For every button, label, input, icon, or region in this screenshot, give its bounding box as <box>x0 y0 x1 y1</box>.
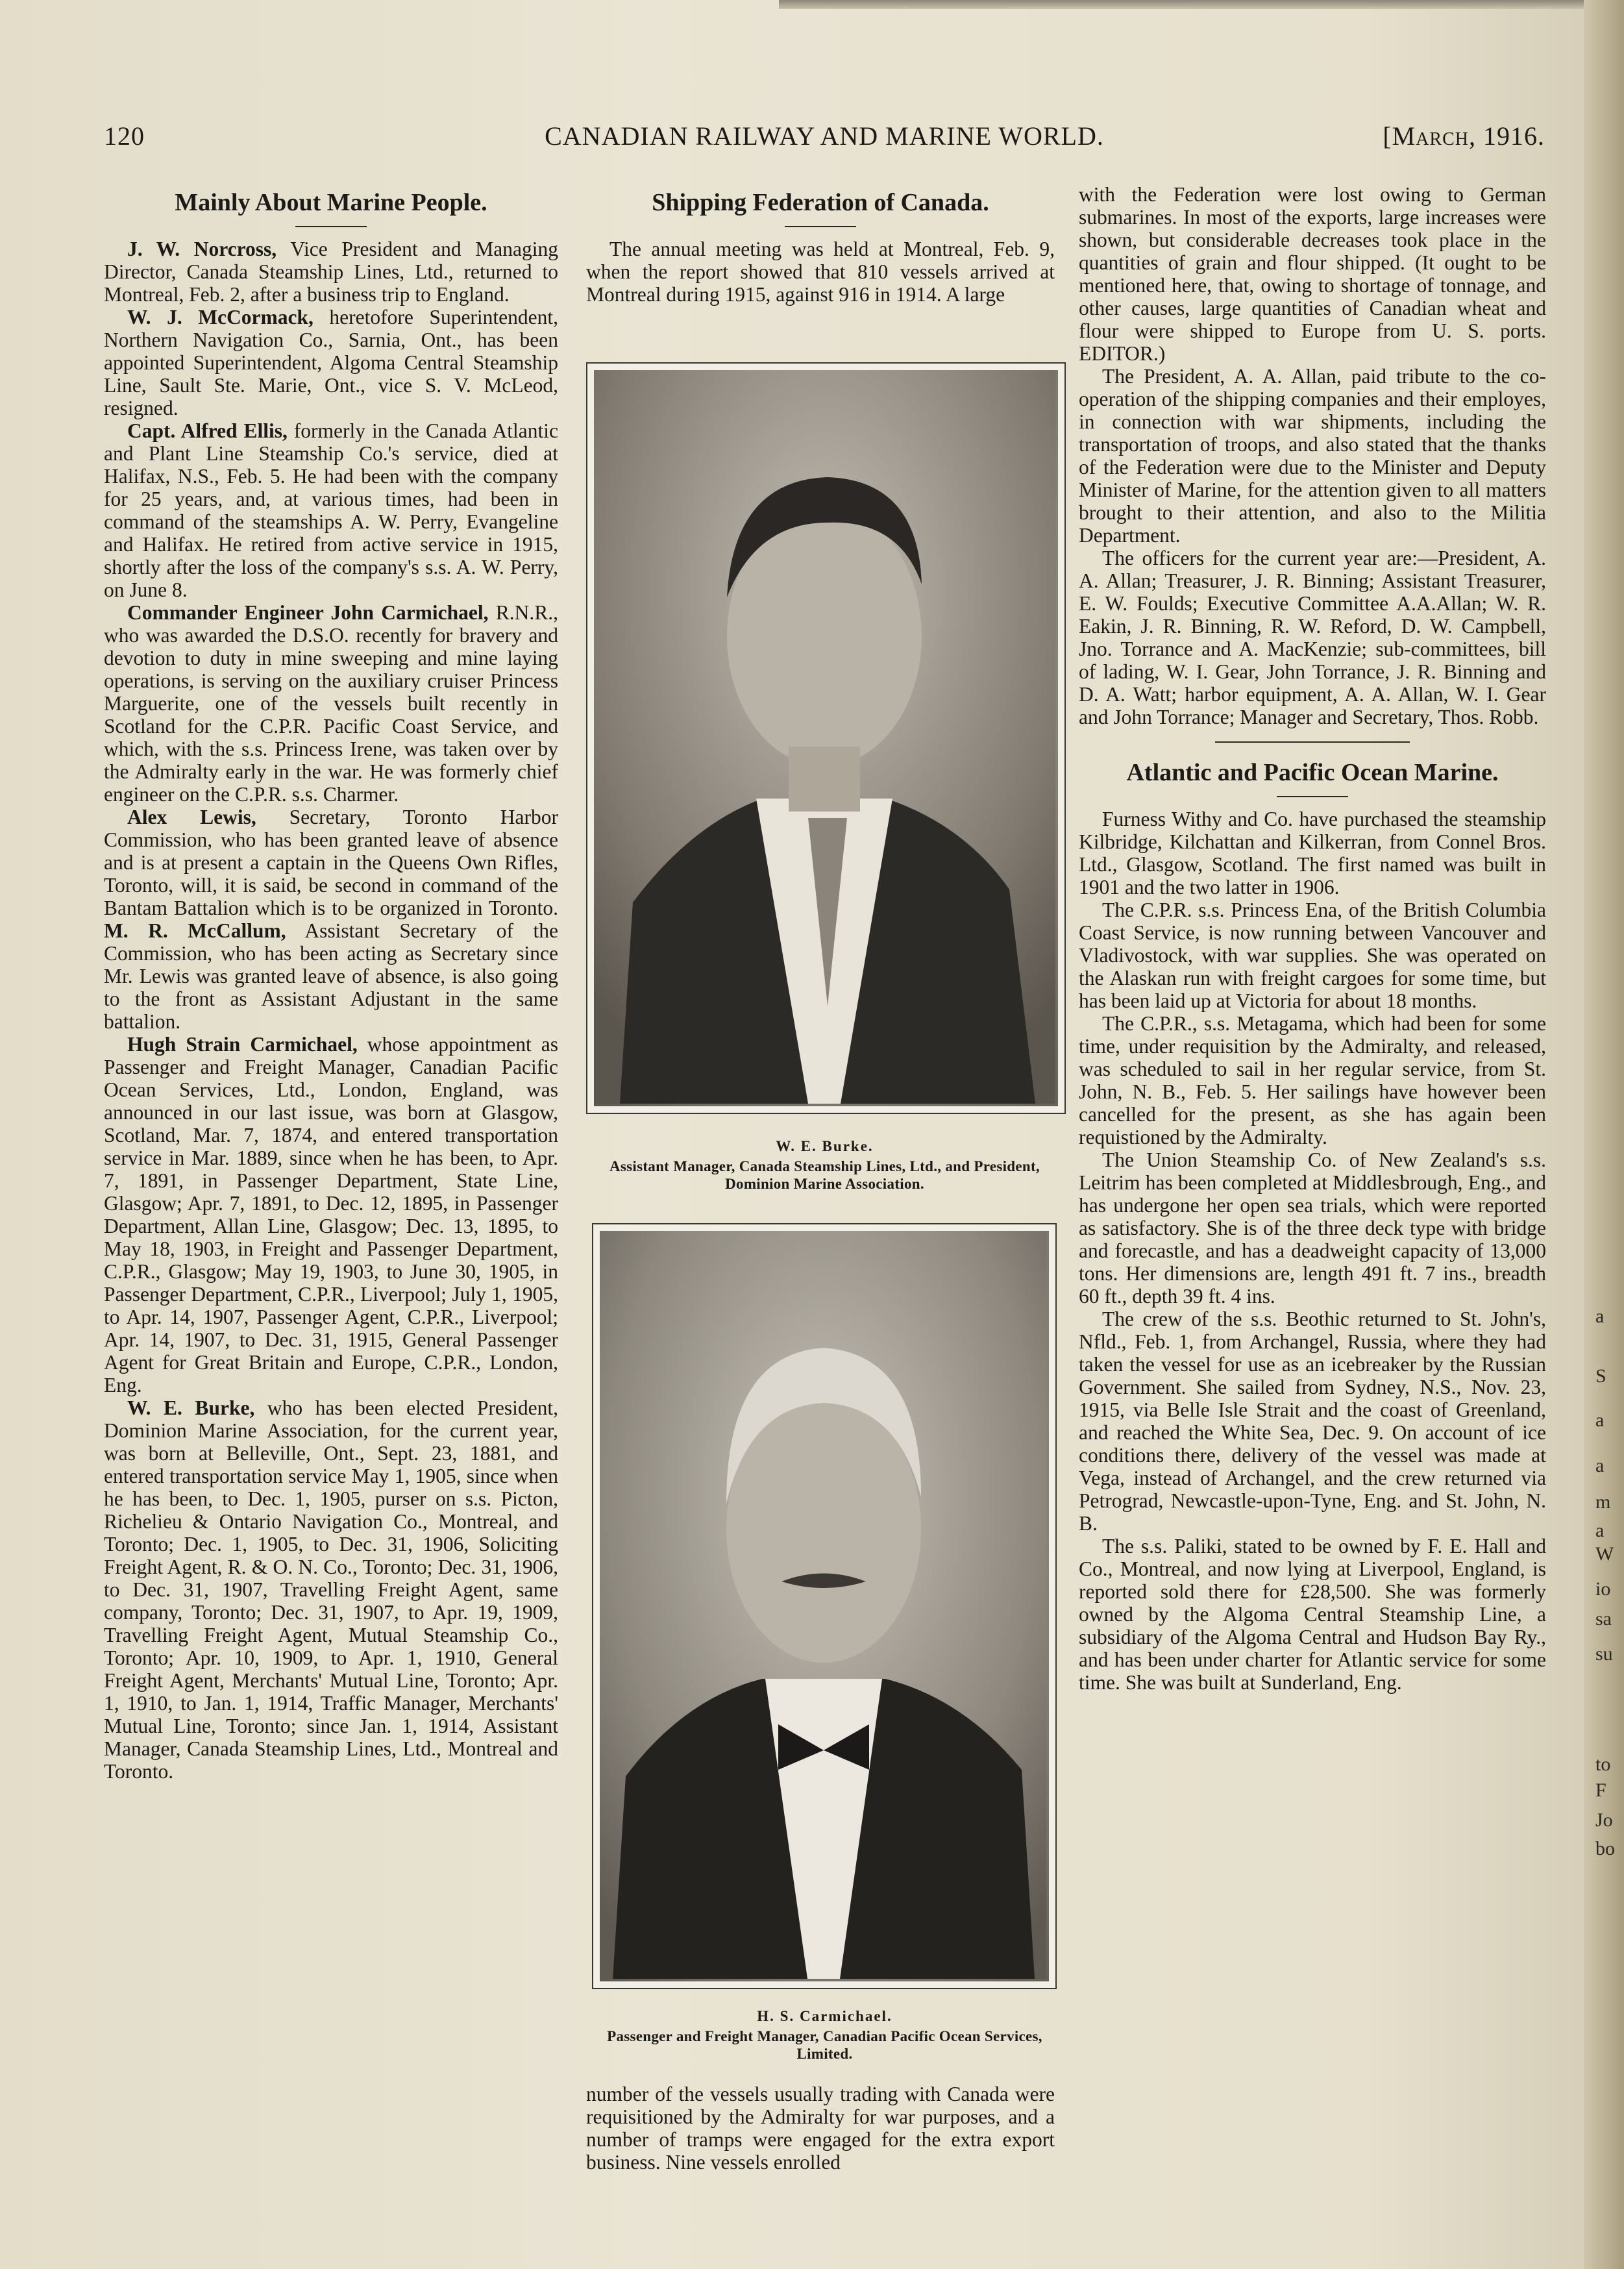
person-name: Hugh Strain Carmichael, <box>127 1033 358 1056</box>
paragraph-text: R.N.R., who was awarded the D.S.O. recently for bravery and devotion to duty in mine sweeping and mine laying operations, is serving on the auxiliary cruiser Princess Marguerite, one of the vessels built recently in Scotland for the C.P.R. Pacific Coast Service, and which, with the s.s. Princess Irene, was taken over by the Admiralty early in the war. He was formerly chief engineer on the C.P.R. s.s. Charmer. <box>104 601 558 806</box>
column-shipping-federation-continued <box>586 2083 1055 2174</box>
edge-text-fragment: a <box>1595 1520 1605 1541</box>
page-top-shadow <box>779 0 1623 9</box>
edge-text-fragment: a <box>1595 1306 1605 1327</box>
caption-title: Assistant Manager, Canada Steamship Lines, Ltd., and President, Dominion Marine Association. <box>609 1158 1040 1192</box>
publication-title: CANADIAN RAILWAY AND MARINE WORLD. <box>545 121 1104 151</box>
article-paragraph: number of the vessels usually trading with Canada were requisitioned by the Admiralty for war purposes, and a number of tramps were engaged for the extra export business. Nine vessels enrolled <box>586 2083 1055 2174</box>
portrait-photo-icon <box>594 370 1058 1106</box>
article-paragraph <box>104 1396 558 1783</box>
person-name: W. E. Burke, <box>127 1396 255 1419</box>
portrait-photo-carmichael <box>592 1223 1057 1989</box>
article-paragraph <box>104 419 558 601</box>
section-divider <box>1215 741 1410 743</box>
carmichael-portrait-drawing <box>600 1231 1046 1979</box>
paragraph-text: Assistant Secretary of the Commission, who has been acting as Secretary since Mr. Lewis was granted leave of absence, is also going to the front as Assistant Adjustant in the same battalion. <box>104 919 558 1033</box>
person-name: W. J. McCormack, <box>127 306 314 329</box>
person-name: Alex Lewis, <box>127 806 256 828</box>
edge-text-fragment: W <box>1595 1543 1614 1565</box>
heading-rule <box>295 226 367 227</box>
edge-text-fragment: sa <box>1595 1608 1612 1630</box>
issue-date: [March, 1916. <box>1383 121 1545 151</box>
paragraph-text: Secretary, Toronto Harbor Commission, who has been granted leave of absence and is at present a captain in the Queens Own Rifles, Toronto, will, it is said, be second in command of the Bantam Battalion which is to be organized in Toronto. <box>104 806 559 919</box>
article-paragraph: The President, A. A. Allan, paid tribute to the co-operation of the shipping companies and their employes, in connection with war shipments, including the transportation of troops, and also stated that the thanks of the Federation were due to the Minister and Deputy Minister of Marine, for the attention given to all matters brought to their attention, and also to the Militia Department. <box>1079 365 1546 547</box>
article-paragraph: The annual meeting was held at Montreal, Feb. 9, when the report showed that 810 vessels arrived at Montreal during 1915, against 916 in 1914. A large <box>586 238 1055 306</box>
edge-text-fragment: F <box>1595 1779 1606 1801</box>
edge-text-fragment: Jo <box>1595 1809 1613 1831</box>
paragraph-text: who has been elected President, Dominion Marine Association, for the current year, was born at Belleville, Ont., Sept. 23, 1881, and entered transportation service May 1, 1905, since when he has been, to Dec. 1, 1905, purser on s.s. Picton, Richelieu & Ontario Navigation Co., Montreal, and Toronto; Dec. 1, 1905, to Dec. 31, 1906, Soliciting Freight Agent, R. & O. N. Co., Toronto; Dec. 31, 1906, to Dec. 31, 1907, Travelling Freight Agent, same company, Toronto; Dec. 31, 1907, to Apr. 19, 1909, Travelling Freight Agent, Mutual Steamship Co., Toronto; Apr. 10, 1909, to Apr. 1, 1910, General Freight Agent, Merchants' Mutual Line, Toronto; Apr. 1, 1910, to Jan. 1, 1914, Traffic Manager, Merchants' Mutual Line, Toronto; since Jan. 1, 1914, Assistant Manager, Canada Steamship Lines, Ltd., Montreal and Toronto. <box>104 1396 558 1783</box>
photo-caption-burke <box>586 1137 1063 1193</box>
article-paragraph <box>104 306 558 419</box>
article-body <box>104 238 558 1783</box>
article-paragraph <box>104 238 558 306</box>
edge-text-fragment: m <box>1595 1491 1611 1513</box>
article-paragraph: The s.s. Paliki, stated to be owned by F. E. Hall and Co., Montreal, and now lying at Liverpool, England, is reported sold there for £28,500. She was formerly owned by the Algoma Central Steamship Line, a subsidiary of the Algoma Central and Hudson Bay Ry., and has been under charter for Atlantic service for some time. She was built at Sunderland, Eng. <box>1079 1535 1546 1694</box>
section-heading: Mainly About Marine People. <box>175 189 487 216</box>
edge-text-fragment: io <box>1595 1578 1611 1600</box>
article-body-ocean-marine <box>1079 808 1546 1694</box>
portrait-photo-burke <box>586 362 1066 1114</box>
article-paragraph <box>104 806 558 1033</box>
article-paragraph <box>104 601 558 806</box>
burke-portrait-drawing <box>594 370 1055 1104</box>
article-paragraph: The officers for the current year are:—President, A. A. Allan; Treasurer, J. R. Binning; Assistant Treasurer, E. W. Foulds; Executive Committee A.A.Allan; W. R. Eakin, J. R. Binning, R. W. Reford, D. W. Campbell, Jno. Torrance and A. MacKenzie; sub-committees, bill of lading, W. I. Gear, John Torrance, J. R. Binning and D. A. Watt; harbor equipment, A. A. Allan, W. I. Gear and John Torrance; Manager and Secretary, Thos. Robb. <box>1079 547 1546 728</box>
section-heading: Shipping Federation of Canada. <box>652 189 989 216</box>
article-paragraph: The crew of the s.s. Beothic returned to St. John's, Nfld., Feb. 1, from Archangel, Russia, where they had taken the vessel for use as an icebreaker by the Russian Government. She sailed from Sydney, N.S., Nov. 23, 1915, via Belle Isle Strait and the coast of Greenland, and reached the White Sea, Dec. 9. On account of ice conditions there, delivery of the vessel was made at Vega, instead of Archangel, and the crew returned via Petrograd, Newcastle-upon-Tyne, Eng. and St. John, N. B. <box>1079 1308 1546 1535</box>
edge-text-fragment: bo <box>1595 1838 1615 1859</box>
article-paragraph <box>104 1033 558 1396</box>
edge-text-fragment: a <box>1595 1455 1605 1476</box>
paragraph-text: Vice President and Managing Director, Canada Steamship Lines, Ltd., returned to Montreal, Feb. 2, after a business trip to England. <box>104 238 558 306</box>
article-paragraph: The C.P.R., s.s. Metagama, which had been for some time, under requisition by the Admiralty, and released, was scheduled to sail in her regular service, from St. John, N. B., Feb. 5. Her sailings have however been cancelled for the present, as she has again been requistioned by the Admiralty. <box>1079 1012 1546 1148</box>
page-number: 120 <box>104 121 145 151</box>
paragraph-text: formerly in the Canada Atlantic and Plant Line Steamship Co.'s service, died at Halifax, N.S., Feb. 5. He had been with the company for 25 years, and, at various times, had been in command of the steamships A. W. Perry, Evangeline and Halifax. He retired from active service in 1915, shortly after the loss of the company's s.s. A. W. Perry, on June 8. <box>104 419 558 601</box>
portrait-photo-icon <box>600 1231 1049 1981</box>
article-paragraph: with the Federation were lost owing to German submarines. In most of the exports, large increases were shown, but considerable decreases took place in the quantities of grain and flour shipped. (It ought to be mentioned here, that, owing to shortage of tonnage, and other causes, large quantities of Canadian wheat and flour were shipped to Europe from U. S. ports. EDITOR.) <box>1079 183 1546 365</box>
column-right <box>1079 183 1546 1694</box>
caption-name: H. S. Carmichael. <box>757 2008 892 2024</box>
edge-text-fragment: to <box>1595 1754 1611 1775</box>
running-head <box>104 121 1545 160</box>
person-name: Commander Engineer John Carmichael, <box>127 601 489 624</box>
heading-rule <box>1277 796 1348 797</box>
column-shipping-federation <box>586 188 1055 306</box>
caption-title: Passenger and Freight Manager, Canadian Pacific Ocean Services, Limited. <box>607 2028 1042 2062</box>
paragraph-text: heretofore Superintendent, Northern Navigation Co., Sarnia, Ont., has been appointed Superintendent, Algoma Central Steamship Line, Sault Ste. Marie, Ont., vice S. V. McLeod, resigned. <box>104 306 559 419</box>
edge-text-fragment: su <box>1595 1643 1613 1665</box>
section-heading: Atlantic and Pacific Ocean Marine. <box>1126 759 1499 786</box>
photo-caption-carmichael <box>586 2007 1063 2063</box>
article-paragraph: The Union Steamship Co. of New Zealand's s.s. Leitrim has been completed at Middlesbrough, Eng., and has undergone her open sea trials, which were reported as satisfactory. She is of the three deck type with bridge and forecastle, and has a deadweight capacity of 13,000 tons. Her dimensions are, length 491 ft. 7 ins., breadth 60 ft., depth 39 ft. 4 ins. <box>1079 1148 1546 1308</box>
next-page-edge <box>1584 0 1624 2269</box>
caption-name: W. E. Burke. <box>776 1138 874 1154</box>
column-mainly-about-marine-people <box>104 188 558 1783</box>
article-paragraph: Furness Withy and Co. have purchased the steamship Kilbridge, Kilchattan and Kilkerran, from Connel Bros. Ltd., Glasgow, Scotland. The first named was built in 1901 and the two latter in 1906. <box>1079 808 1546 899</box>
article-paragraph: The C.P.R. s.s. Princess Ena, of the British Columbia Coast Service, is now running between Vancouver and Vladivostock, with war supplies. She was operated on the Alaskan run with freight cargoes for some time, but has been laid up at Victoria for about 18 months. <box>1079 899 1546 1012</box>
article-body-shipping-federation <box>1079 183 1546 728</box>
person-name: Capt. Alfred Ellis, <box>127 419 288 442</box>
person-name: J. W. Norcross, <box>127 238 277 260</box>
edge-text-fragment: a <box>1595 1409 1605 1431</box>
paragraph-text: whose appointment as Passenger and Freight Manager, Canadian Pacific Ocean Services, Ltd., London, England, was announced in our last issue, was born at Glasgow, Scotland, Mar. 7, 1874, and entered transportation service in Mar. 1889, since when he has been, to Apr. 7, 1891, in Passenger Department, State Line, Glasgow; Apr. 7, 1891, to Dec. 12, 1895, in Passenger Department, Allan Line, Glasgow; Dec. 13, 1895, to May 18, 1903, in Freight and Passenger Department, C.P.R., Glasgow; May 19, 1903, to June 30, 1905, in Passenger Department, C.P.R., Liverpool; July 1, 1905, to Apr. 14, 1907, Passenger Agent, C.P.R., Liverpool; Apr. 14, 1907, to Dec. 31, 1915, General Passenger Agent for Great Britain and Europe, C.P.R., London, Eng. <box>104 1033 558 1396</box>
person-name: M. R. McCallum, <box>104 919 286 942</box>
heading-rule <box>785 226 856 227</box>
edge-text-fragment: S <box>1595 1365 1606 1387</box>
